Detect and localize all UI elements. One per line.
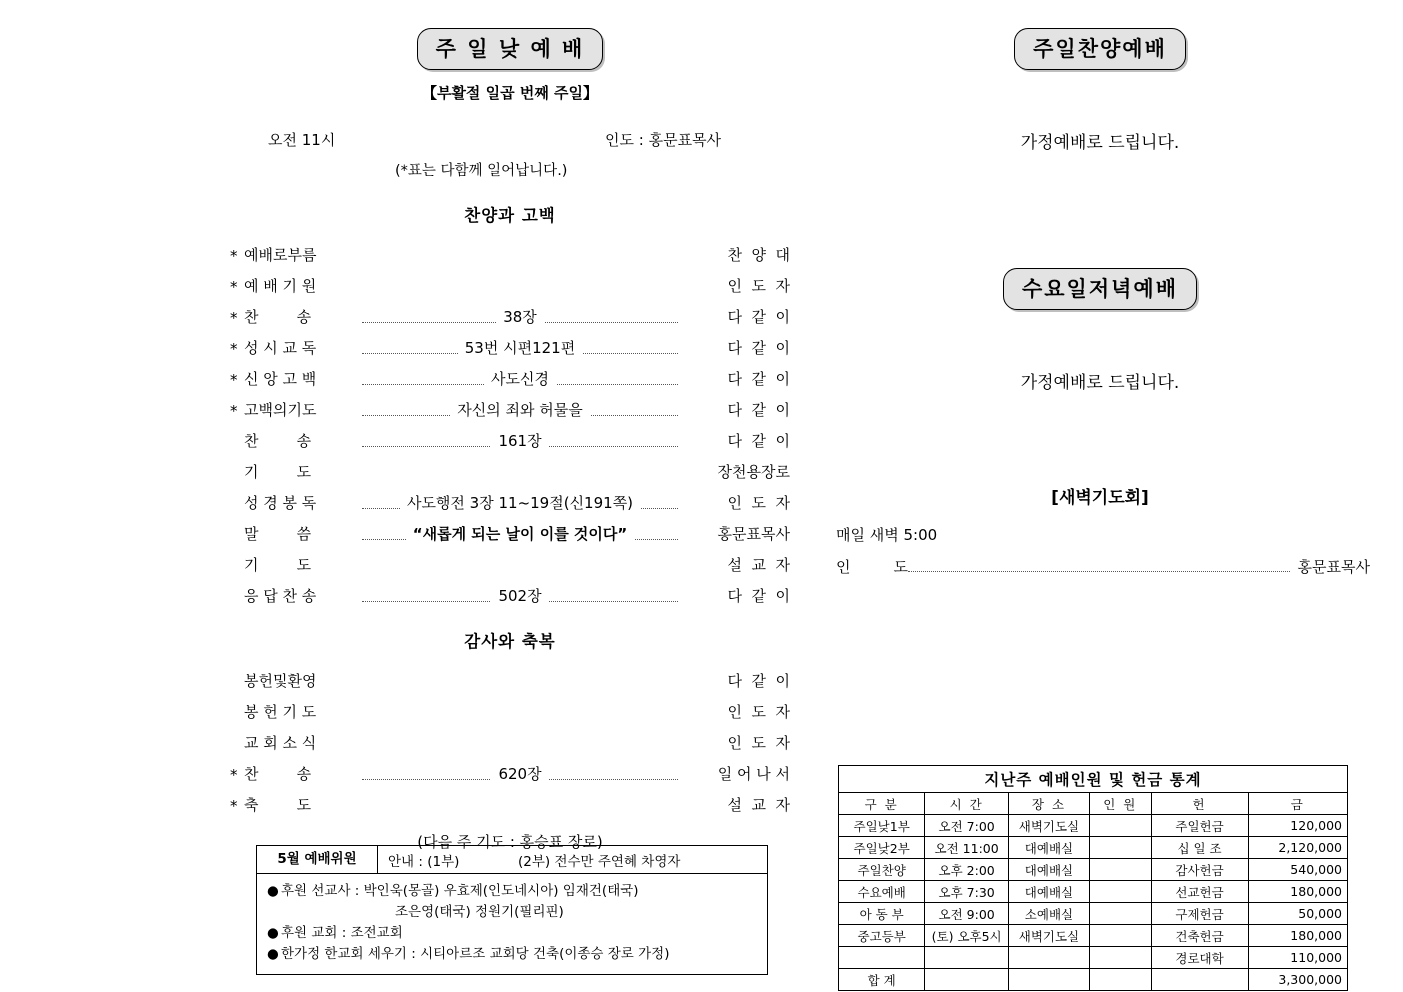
cell-time: 오전 9:00 xyxy=(925,903,1009,925)
order-row xyxy=(230,420,790,451)
cell-time xyxy=(925,947,1009,969)
order-assignee: 인 도 자 xyxy=(727,494,790,512)
committee-box xyxy=(256,845,768,975)
order-assignee: 인 도 자 xyxy=(727,734,790,752)
order-assignee: 다 같 이 xyxy=(727,432,790,450)
bullet-icon: ● xyxy=(267,946,279,962)
order-assignee: 인 도 자 xyxy=(727,277,790,295)
total-empty-cell xyxy=(1008,969,1089,991)
standing-star: * xyxy=(230,402,238,420)
committee-line-sub: 조은영(태국) 정원기(필리핀) xyxy=(395,904,564,920)
committee-line-text: 한가정 한교회 세우기 : 시티아르조 교회당 건축(이종승 장로 가정) xyxy=(281,946,670,962)
cell-offering: 구제헌금 xyxy=(1151,903,1248,925)
order-detail xyxy=(362,763,678,784)
order-label: 성 경 봉 독 xyxy=(244,494,317,512)
cell-count xyxy=(1089,881,1151,903)
next-week-prayer: (다음 주 기도 : 홍승표 장로) xyxy=(417,833,603,851)
cell-offering: 감사헌금 xyxy=(1151,859,1248,881)
dawn-prayer-title: [새벽기도회] xyxy=(1051,488,1149,508)
table-title: 지난주 예배인원 및 헌금 통계 xyxy=(839,766,1348,793)
cell-amount: 50,000 xyxy=(1248,903,1348,925)
cell-time: (토) 오후5시 xyxy=(925,925,1009,947)
dawn-prayer-leader-row xyxy=(830,551,1370,577)
cell-time: 오전 11:00 xyxy=(925,837,1009,859)
order-detail xyxy=(362,399,678,420)
total-empty-cell xyxy=(925,969,1009,991)
committee-line xyxy=(267,881,759,902)
wednesday-service-text: 가정예배로 드립니다. xyxy=(1020,373,1180,393)
table-header-row xyxy=(839,793,1348,815)
section-thanks-blessing: 감사와 축복 xyxy=(464,632,556,651)
order-assignee: 인 도 자 xyxy=(727,703,790,721)
order-label: 예 배 기 원 xyxy=(244,277,317,295)
order-row xyxy=(230,544,790,575)
column-header: 인 원 xyxy=(1089,793,1151,815)
cell-place: 대예배실 xyxy=(1008,837,1089,859)
cell-time: 오전 7:00 xyxy=(925,815,1009,837)
cell-amount: 110,000 xyxy=(1248,947,1348,969)
standing-star: * xyxy=(230,766,238,784)
order-detail-text: 53번 시편121편 xyxy=(458,339,582,357)
sunday-service-title-wrap xyxy=(230,28,790,70)
column-header: 구 분 xyxy=(839,793,925,815)
praise-service-title: 주일찬양예배 xyxy=(1014,28,1186,70)
bullet-icon: ● xyxy=(267,883,279,899)
cell-count xyxy=(1089,859,1151,881)
order-row xyxy=(230,265,790,296)
order-row xyxy=(230,753,790,784)
cell-amount: 180,000 xyxy=(1248,925,1348,947)
cell-count xyxy=(1089,815,1151,837)
cell-place: 새벽기도실 xyxy=(1008,815,1089,837)
committee-line xyxy=(267,944,759,965)
column-header: 시 간 xyxy=(925,793,1009,815)
cell-place: 새벽기도실 xyxy=(1008,925,1089,947)
order-row xyxy=(230,389,790,420)
wednesday-service-title: 수요일저녁예배 xyxy=(1003,268,1197,310)
order-row xyxy=(230,784,790,815)
order-label: 축 도 xyxy=(244,796,312,814)
order-detail xyxy=(362,430,678,451)
order-row xyxy=(230,660,790,691)
attendance-offering-table xyxy=(838,765,1348,991)
cell-offering: 주일헌금 xyxy=(1151,815,1248,837)
order-detail-text: 38장 xyxy=(496,308,544,326)
table-row xyxy=(839,925,1348,947)
order-assignee: 다 같 이 xyxy=(727,370,790,388)
cell-name: 주일찬양 xyxy=(839,859,925,881)
cell-offering: 경로대학 xyxy=(1151,947,1248,969)
sunday-service-column xyxy=(230,28,790,852)
order-assignee: 다 같 이 xyxy=(727,672,790,690)
order-detail-text: 사도신경 xyxy=(484,370,556,388)
cell-name: 주일낮2부 xyxy=(839,837,925,859)
wednesday-service-title-wrap xyxy=(830,268,1370,310)
committee-guide-part1: 안내 : (1부) xyxy=(388,853,460,870)
column-header: 금 xyxy=(1248,793,1348,815)
order-detail xyxy=(362,337,678,358)
order-detail xyxy=(362,585,678,606)
order-label: 기 도 xyxy=(244,463,312,481)
total-amount: 3,300,000 xyxy=(1248,969,1348,991)
cell-place xyxy=(1008,947,1089,969)
cell-place: 소예배실 xyxy=(1008,903,1089,925)
cell-offering: 건축헌금 xyxy=(1151,925,1248,947)
cell-offering: 선교헌금 xyxy=(1151,881,1248,903)
order-detail-text: “새롭게 되는 날이 이를 것이다” xyxy=(406,525,635,543)
table-row xyxy=(839,815,1348,837)
sunday-service-title: 주 일 낮 예 배 xyxy=(417,28,604,70)
order-assignee: 다 같 이 xyxy=(727,587,790,605)
order-label: 봉 헌 기 도 xyxy=(244,703,317,721)
cell-amount: 540,000 xyxy=(1248,859,1348,881)
order-list-praise xyxy=(230,234,790,606)
order-assignee: 찬 양 대 xyxy=(727,246,790,264)
standing-star: * xyxy=(230,797,238,815)
cell-count xyxy=(1089,837,1151,859)
table-row xyxy=(839,837,1348,859)
dawn-prayer-time: 매일 새벽 5:00 xyxy=(836,526,938,544)
order-label: 말 씀 xyxy=(244,525,312,543)
cell-count xyxy=(1089,947,1151,969)
order-assignee: 홍문표목사 xyxy=(717,525,790,543)
order-label: 응 답 찬 송 xyxy=(244,587,317,605)
standing-note: (*표는 다함께 일어납니다.) xyxy=(395,163,568,179)
table-row xyxy=(839,903,1348,925)
service-time-row xyxy=(230,129,790,151)
order-detail xyxy=(362,492,678,513)
order-row xyxy=(230,482,790,513)
committee-header xyxy=(257,846,767,874)
cell-place: 대예배실 xyxy=(1008,859,1089,881)
order-label: 기 도 xyxy=(244,556,312,574)
order-row xyxy=(230,296,790,327)
committee-month-label: 5월 예배위원 xyxy=(257,846,378,873)
order-row xyxy=(230,234,790,265)
cell-name: 중고등부 xyxy=(839,925,925,947)
order-label: 성 시 교 독 xyxy=(244,339,317,357)
service-time: 오전 11시 xyxy=(268,131,336,149)
table-title-row xyxy=(839,766,1348,793)
order-detail-text: 161장 xyxy=(491,432,548,450)
right-column xyxy=(830,28,1370,577)
order-row xyxy=(230,358,790,389)
cell-name: 주일낮1부 xyxy=(839,815,925,837)
cell-name: 아 동 부 xyxy=(839,903,925,925)
bullet-icon: ● xyxy=(267,925,279,941)
cell-time: 오후 2:00 xyxy=(925,859,1009,881)
order-row xyxy=(230,513,790,544)
table-total-row xyxy=(839,969,1348,991)
standing-star: * xyxy=(230,309,238,327)
committee-line-text: 후원 교회 : 조전교회 xyxy=(281,925,403,941)
cell-amount: 180,000 xyxy=(1248,881,1348,903)
order-assignee: 다 같 이 xyxy=(727,401,790,419)
service-leader-name: 홍문표목사 xyxy=(648,131,722,149)
praise-service-title-wrap xyxy=(830,28,1370,70)
cell-amount: 2,120,000 xyxy=(1248,837,1348,859)
committee-line-text: 후원 선교사 : 박인욱(몽골) 우효제(인도네시아) 임재건(태국) xyxy=(281,883,639,899)
order-assignee: 설 교 자 xyxy=(727,556,790,574)
order-assignee: 다 같 이 xyxy=(727,308,790,326)
order-label: 예배로부름 xyxy=(244,246,317,264)
standing-star: * xyxy=(230,371,238,389)
order-detail-text: 620장 xyxy=(491,765,548,783)
committee-guide-part2: (2부) 전수만 주연혜 차영자 xyxy=(518,853,681,870)
committee-guide xyxy=(378,850,767,870)
cell-time: 오후 7:30 xyxy=(925,881,1009,903)
column-header: 장 소 xyxy=(1008,793,1089,815)
order-row xyxy=(230,451,790,482)
service-leader-label: 인도 : xyxy=(605,131,644,149)
cell-count xyxy=(1089,903,1151,925)
order-label: 찬 송 xyxy=(244,308,312,326)
committee-body xyxy=(257,874,767,974)
standing-star: * xyxy=(230,340,238,358)
order-label: 고백의기도 xyxy=(244,401,317,419)
cell-offering: 십 일 조 xyxy=(1151,837,1248,859)
order-row xyxy=(230,691,790,722)
cell-place: 대예배실 xyxy=(1008,881,1089,903)
cell-name xyxy=(839,947,925,969)
order-detail xyxy=(362,306,678,327)
order-assignee: 설 교 자 xyxy=(727,796,790,814)
table-row xyxy=(839,881,1348,903)
cell-count xyxy=(1089,925,1151,947)
order-label: 찬 송 xyxy=(244,765,312,783)
table-row xyxy=(839,859,1348,881)
committee-line xyxy=(267,923,759,944)
order-label: 교 회 소 식 xyxy=(244,734,317,752)
order-list-thanks xyxy=(230,660,790,815)
standing-star: * xyxy=(230,278,238,296)
dawn-prayer-leader-name: 홍문표목사 xyxy=(1297,558,1370,576)
order-assignee: 다 같 이 xyxy=(727,339,790,357)
section-praise-confession: 찬양과 고백 xyxy=(464,206,556,225)
order-detail xyxy=(362,523,678,544)
standing-star: * xyxy=(230,247,238,265)
order-label: 신 앙 고 백 xyxy=(244,370,317,388)
order-assignee: 장천용장로 xyxy=(717,463,790,481)
order-row xyxy=(230,575,790,606)
order-detail-text: 502장 xyxy=(491,587,548,605)
sunday-service-subtitle: 【부활절 일곱 번째 주일】 xyxy=(421,84,599,102)
order-row xyxy=(230,327,790,358)
cell-name: 수요예배 xyxy=(839,881,925,903)
total-empty-cell xyxy=(1089,969,1151,991)
praise-service-text: 가정예배로 드립니다. xyxy=(1020,133,1180,153)
total-empty-cell xyxy=(1151,969,1248,991)
order-row xyxy=(230,722,790,753)
order-detail-text: 자신의 죄와 허물을 xyxy=(450,401,589,419)
order-label: 찬 송 xyxy=(244,432,312,450)
order-detail-text: 사도행전 3장 11~19절(신191쪽) xyxy=(400,494,640,512)
dawn-prayer-leader-label: 인 도 xyxy=(836,558,908,576)
column-header: 헌 xyxy=(1151,793,1248,815)
order-assignee: 일 어 나 서 xyxy=(717,765,790,783)
order-detail xyxy=(362,368,678,389)
order-label: 봉헌및환영 xyxy=(244,672,317,690)
table-row xyxy=(839,947,1348,969)
total-label: 합 계 xyxy=(839,969,925,991)
cell-amount: 120,000 xyxy=(1248,815,1348,837)
service-leader xyxy=(605,129,721,150)
